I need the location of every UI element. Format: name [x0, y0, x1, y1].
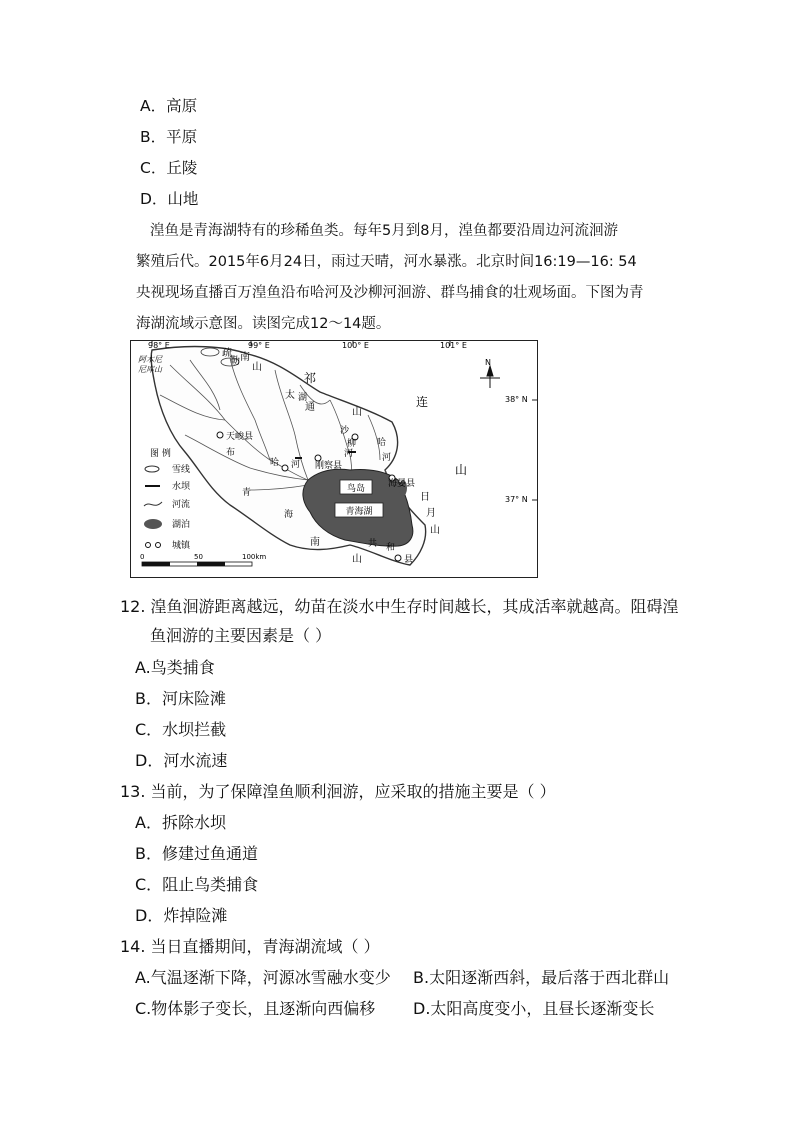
svg-text:99° E: 99° E	[248, 341, 270, 350]
question-12-stem-1: 12. 湟鱼洄游距离越远，幼苗在淡水中生存时间越长，其成活率就越高。阻碍湟	[120, 597, 679, 616]
svg-text:山: 山	[455, 463, 468, 477]
bird-island-label: 鸟岛	[346, 484, 366, 494]
svg-text:日: 日	[420, 492, 430, 503]
svg-text:连: 连	[416, 395, 429, 409]
svg-text:0: 0	[140, 553, 145, 561]
svg-text:共: 共	[368, 539, 378, 549]
svg-text:海: 海	[284, 510, 294, 520]
svg-text:河: 河	[344, 449, 354, 459]
svg-text:河: 河	[382, 453, 392, 463]
svg-text:图 例: 图 例	[150, 449, 171, 459]
svg-text:城镇: 城镇	[172, 541, 191, 551]
svg-text:柳: 柳	[347, 439, 357, 449]
svg-text:雪线: 雪线	[172, 465, 191, 475]
passage-line-3: 央视现场直播百万湟鱼沿布哈河及沙柳河洄游、群鸟捕食的壮观场面。下图为青	[136, 285, 644, 301]
question-12-option-d: D．河水流速	[135, 751, 228, 770]
question-13-option-c: C．阻止鸟类捕食	[135, 875, 259, 894]
svg-text:南: 南	[240, 352, 250, 363]
svg-text:湖: 湖	[298, 393, 308, 403]
svg-text:湖泊: 湖泊	[172, 520, 191, 530]
svg-text:哈: 哈	[270, 458, 280, 468]
question-14-stem: 14. 当日直播期间，青海湖流域（ ）	[120, 937, 380, 956]
svg-text:河: 河	[291, 460, 301, 470]
svg-text:祁: 祁	[304, 371, 317, 385]
svg-text:37° N: 37° N	[505, 495, 528, 504]
question-14-option-a: A.气温逐渐下降，河源冰雪融水变少	[135, 968, 391, 987]
prev-option-d: D．山地	[140, 190, 199, 208]
question-12-option-a: A.鸟类捕食	[135, 658, 215, 677]
prev-option-c: C．丘陵	[140, 159, 198, 177]
svg-text:山: 山	[352, 407, 362, 418]
svg-text:山: 山	[352, 554, 362, 565]
svg-text:南: 南	[310, 537, 320, 548]
svg-text:青: 青	[242, 488, 252, 498]
svg-text:县: 县	[404, 555, 414, 565]
prev-option-a: A．高原	[140, 97, 198, 115]
svg-text:98° E: 98° E	[148, 341, 170, 350]
svg-text:布: 布	[226, 448, 236, 458]
question-14-option-b: B.太阳逐渐西斜，最后落于西北群山	[413, 968, 670, 987]
svg-text:勒: 勒	[230, 356, 240, 367]
question-13-option-b: B．修建过鱼通道	[135, 844, 258, 863]
question-12-stem-2: 鱼洄游的主要因素是（ ）	[150, 626, 332, 645]
question-13-option-a: A．拆除水坝	[135, 813, 226, 832]
svg-text:河流: 河流	[172, 500, 191, 510]
svg-text:海晏县: 海晏县	[388, 479, 416, 489]
legend-lake-icon	[144, 519, 162, 529]
prev-option-b: B．平原	[140, 128, 198, 146]
question-13-option-d: D．炸掉险滩	[135, 906, 228, 925]
question-13-stem: 13. 当前，为了保障湟鱼顺利洄游，应采取的措施主要是（ ）	[120, 782, 556, 801]
passage-line-1: 湟鱼是青海湖特有的珍稀鱼类。每年5月到8月，湟鱼都要沿周边河流洄游	[150, 223, 618, 239]
svg-text:50: 50	[194, 553, 203, 561]
svg-text:天峻县: 天峻县	[226, 432, 254, 442]
svg-text:疏: 疏	[222, 348, 232, 359]
qinghai-lake-basin-map	[130, 340, 538, 578]
svg-text:太: 太	[285, 390, 295, 401]
svg-text:水坝: 水坝	[172, 482, 191, 492]
svg-text:100° E: 100° E	[342, 341, 369, 350]
svg-text:100km: 100km	[242, 553, 267, 561]
svg-text:月: 月	[426, 508, 436, 519]
svg-text:和: 和	[386, 543, 396, 553]
svg-text:通: 通	[305, 402, 315, 413]
svg-text:阿木尼尼库山: 阿木尼尼库山	[138, 355, 162, 374]
svg-text:38° N: 38° N	[505, 395, 528, 404]
question-14-option-c: C.物体影子变长，且逐渐向西偏移	[135, 999, 376, 1018]
question-12-option-c: C．水坝拦截	[135, 720, 227, 739]
svg-text:山: 山	[252, 362, 262, 373]
question-12-option-b: B．河床险滩	[135, 689, 226, 708]
svg-text:101° E: 101° E	[440, 341, 467, 350]
svg-text:刚察县: 刚察县	[315, 461, 343, 471]
svg-text:沙: 沙	[340, 426, 350, 436]
svg-text:山: 山	[430, 525, 440, 536]
passage-line-2: 繁殖后代。2015年6月24日，雨过天晴，河水暴涨。北京时间16:19—16: 54	[136, 254, 637, 270]
question-14-option-d: D.太阳高度变小，且昼长逐渐变长	[413, 999, 655, 1018]
svg-text:哈: 哈	[377, 438, 387, 448]
svg-text:N: N	[485, 358, 491, 367]
lake-name-label: 青海湖	[345, 507, 373, 517]
passage-line-4: 海湖流域示意图。读图完成12～14题。	[136, 316, 391, 332]
